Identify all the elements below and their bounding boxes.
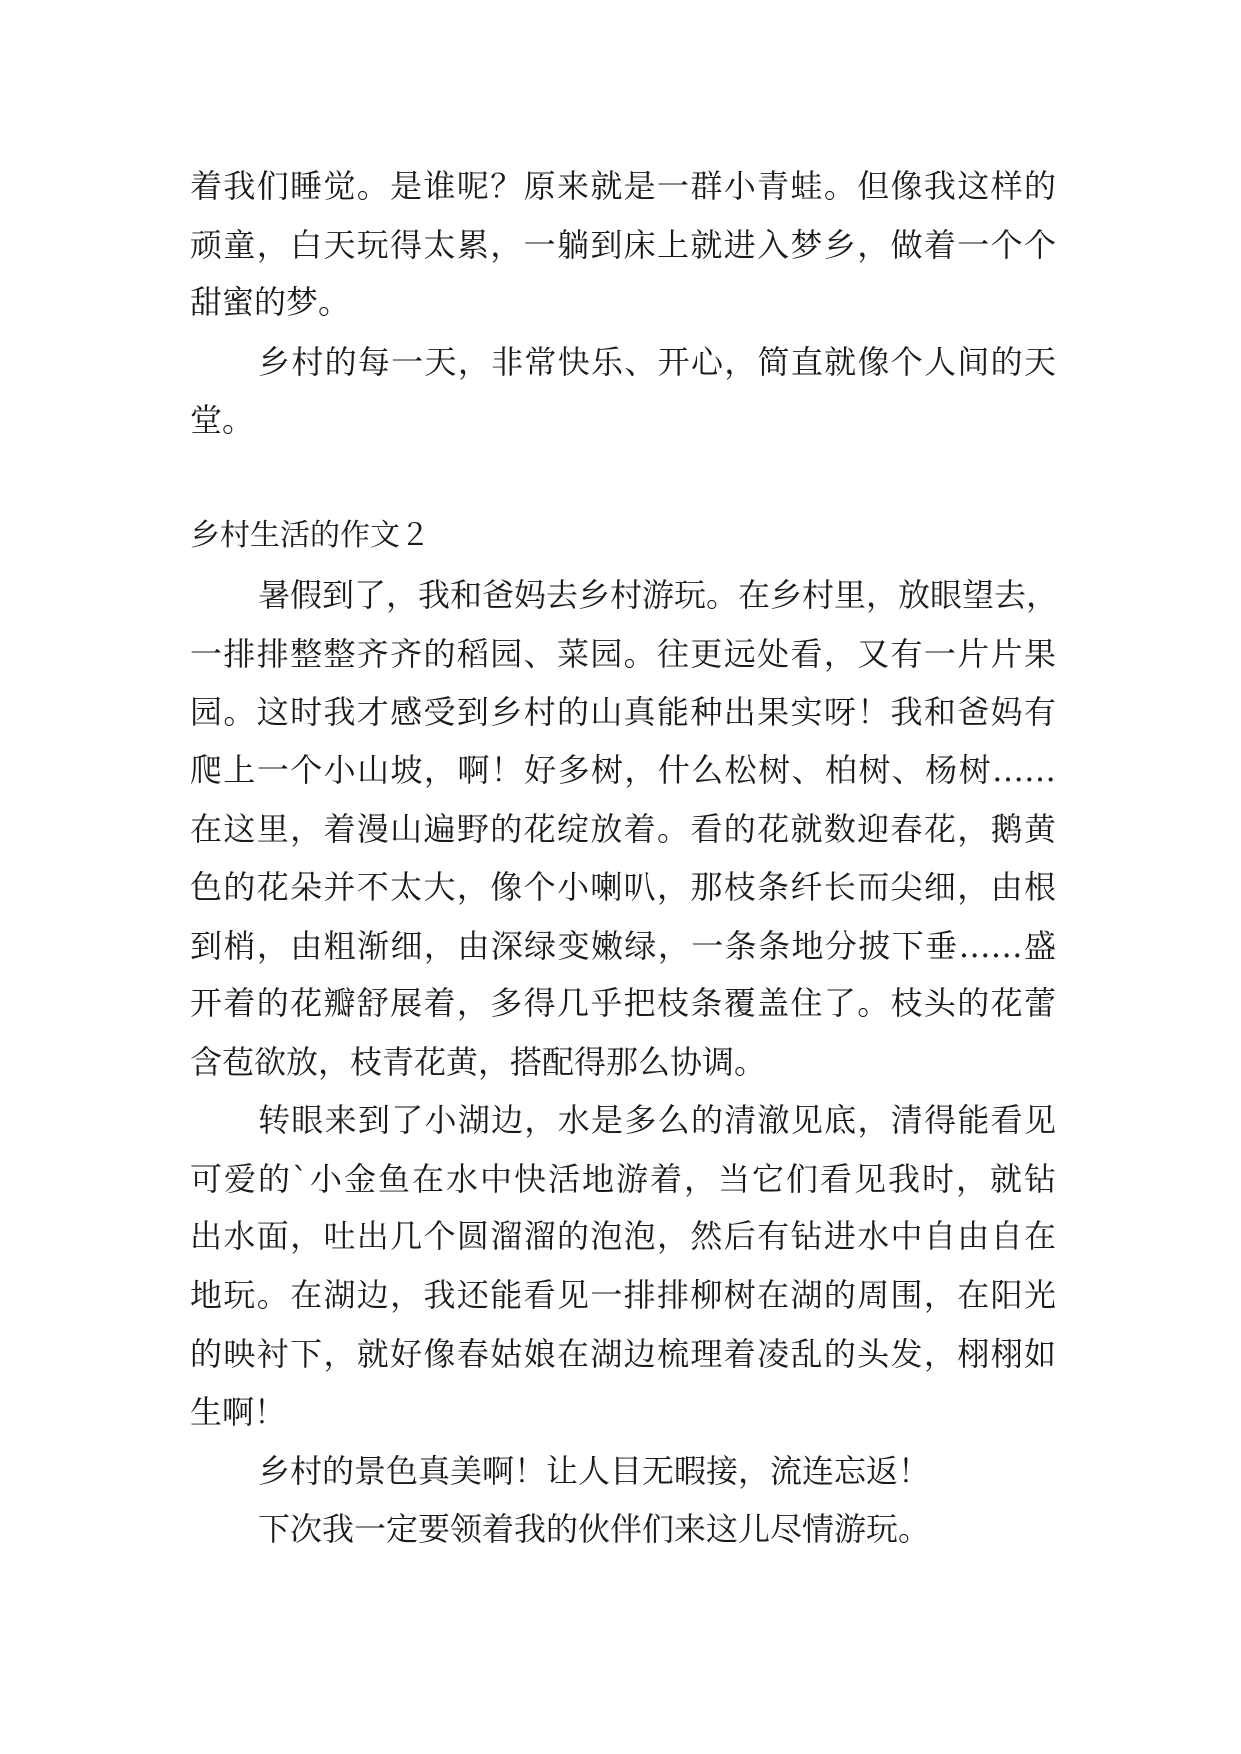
text-line: 在这里，着漫山遍野的花绽放着。看的花就数迎春花，鹅黄 <box>190 810 1056 848</box>
text-line: 可爱的`小金鱼在水中快活地游着，当它们看见我时，就钻 <box>190 1160 1056 1198</box>
text-line: 堂。 <box>190 401 255 439</box>
section-heading: 乡村生活的作文２ <box>190 518 430 553</box>
text-line: 生啊！ <box>190 1393 287 1431</box>
text-line: 暑假到了，我和爸妈去乡村游玩。在乡村里，放眼望去， <box>258 576 1059 614</box>
text-line: 爬上一个小山坡，啊！好多树，什么松树、柏树、杨树…… <box>190 751 1056 789</box>
text-line: 地玩。在湖边，我还能看见一排排柳树在湖的周围，在阳光 <box>190 1276 1056 1314</box>
text-line: 到梢，由粗渐细，由深绿变嫩绿，一条条地分披下垂……盛 <box>190 927 1056 965</box>
text-line: 园。这时我才感受到乡村的山真能种出果实呀！我和爸妈有 <box>190 693 1056 731</box>
text-line: 的映衬下，就好像春姑娘在湖边梳理着凌乱的头发，栩栩如 <box>190 1335 1056 1373</box>
text-line: 顽童，白天玩得太累，一躺到床上就进入梦乡，做着一个个 <box>190 226 1056 264</box>
text-line: 下次我一定要领着我的伙伴们来这儿尽情游玩。 <box>258 1510 931 1548</box>
text-line: 乡村的景色真美啊！让人目无暇接，流连忘返！ <box>258 1452 931 1490</box>
text-line: 乡村的每一天，非常快乐、开心，简直就像个人间的天 <box>258 343 1056 381</box>
text-line: 色的花朵并不太大，像个小喇叭，那枝条纤长而尖细，由根 <box>190 868 1056 906</box>
text-line: 着我们睡觉。是谁呢？原来就是一群小青蛙。但像我这样的 <box>190 167 1056 205</box>
text-line: 一排排整整齐齐的稻园、菜园。往更远处看，又有一片片果 <box>190 635 1056 673</box>
text-line: 甜蜜的梦。 <box>190 283 351 321</box>
text-line: 含苞欲放，枝青花黄，搭配得那么协调。 <box>190 1043 767 1081</box>
text-line: 转眼来到了小湖边，水是多么的清澈见底，清得能看见 <box>258 1101 1056 1139</box>
text-line: 出水面，吐出几个圆溜溜的泡泡，然后有钻进水中自由自在 <box>190 1217 1056 1255</box>
text-line: 开着的花瓣舒展着，多得几乎把枝条覆盖住了。枝头的花蕾 <box>190 984 1056 1022</box>
